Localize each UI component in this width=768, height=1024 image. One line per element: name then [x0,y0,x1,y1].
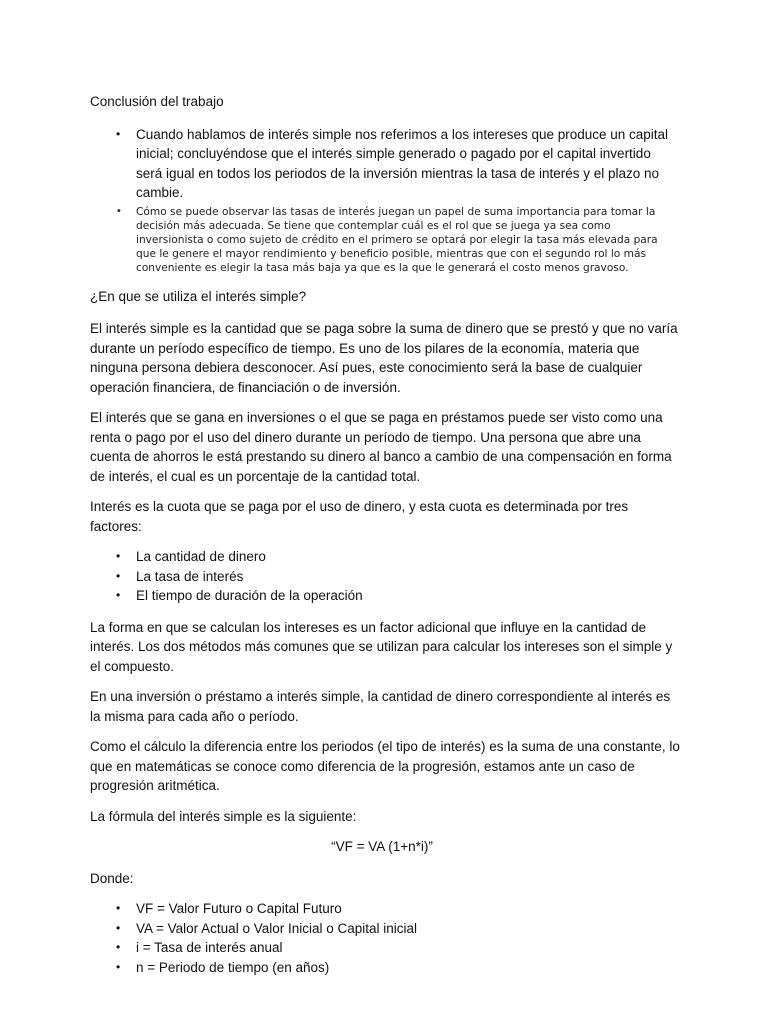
paragraph: Interés es la cuota que se paga por el uso de dinero, y esta cuota es determinada por tres factores: [90,499,629,534]
conclusion-item-text: Cuando hablamos de interés simple nos referimos a los intereses que produce un capital inicial; concluyéndose que el interés simple generado o pagado por el capital invertido será igual en todos los periodos de la inversión mientras la tasa de interés y el plazo no cambie. [136,126,669,200]
factors-list [90,547,680,606]
paragraph: El interés que se gana en inversiones o el que se paga en préstamos puede ser visto como una renta o pago por el uso del dinero durante un período de tiempo. Una persona que abre una cuenta de ahorros le está prestando su dinero al banco a cambio de una compensación en forma de interés, el cual es un porcentaje de la cantidad total. [90,410,672,484]
paragraph: Como el cálculo la diferencia entre los periodos (el tipo de interés) es la suma de una constante, lo que en matemáticas se conoce como diferencia de la progresión, estamos ante un caso de progresión aritmética. [90,739,680,793]
bullet-icon: • [116,940,121,954]
conclusion-item-text: Cómo se puede observar las tasas de interés juegan un papel de suma importancia para tomar la decisión más adecuada. Se tiene que contemplar cuál es el rol que se juega ya sea como inversionista o como sujeto de crédito en el primero se optará por elegir la tasa más elevada para que le genere el mayor rendimiento y beneficio posible, mientras que con el segundo rol lo más conveniente es elegir la tasa más baja ya que es la que le generará el costo menos gravoso. [136,205,658,274]
paragraph: La fórmula del interés simple es la siguiente: [90,808,357,824]
bullet-icon: • [116,959,121,974]
list-item [90,547,680,567]
definitions-list [90,899,680,977]
bullet-icon: • [116,901,121,915]
paragraph: El interés simple es la cantidad que se paga sobre la suma de dinero que se prestó y que no varía durante un período específico de tiempo. Es uno de los pilares de la economía, materia que ninguna persona debiera desconocer. Así pues, este conocimiento será la base de cualquier operación financiera, de financiación o de inversión. [90,321,678,395]
list-item-text: VA = Valor Actual o Valor Inicial o Capital inicial [136,920,418,936]
list-item [90,567,680,587]
bullet-icon: • [116,568,121,583]
list-item [90,899,680,919]
formula: “VF = VA (1+n*i)” [331,839,433,854]
paragraph: La forma en que se calculan los intereses es un factor adicional que influye en la cantidad de interés. Los dos métodos más comunes que se utilizan para calcular los intereses son el simple y el compuesto. [90,619,673,674]
list-item-text: i = Tasa de interés anual [136,940,283,955]
section-title: Conclusión del trabajo [90,94,224,109]
list-item [90,586,680,606]
list-item-text: n = Periodo de tiempo (en años) [136,959,330,975]
list-item-text: La cantidad de dinero [136,549,266,564]
conclusion-item [90,125,680,203]
list-item [90,938,680,958]
list-item-text: VF = Valor Futuro o Capital Futuro [136,901,342,916]
conclusion-item [90,205,680,275]
bullet-icon: • [116,126,121,141]
bullet-icon: • [116,588,121,602]
document-body [90,92,680,989]
list-item [90,919,680,939]
list-item-text: La tasa de interés [136,568,244,584]
bullet-icon: • [116,549,121,563]
where-label: Donde: [90,870,134,886]
conclusion-list [90,125,680,275]
question-heading: ¿En que se utiliza el interés simple? [90,288,307,304]
list-item [90,958,680,978]
bullet-icon: • [116,920,121,935]
paragraph: En una inversión o préstamo a interés simple, la cantidad de dinero correspondiente al interés es la misma para cada año o período. [90,689,671,724]
list-item-text: El tiempo de duración de la operación [136,588,363,603]
bullet-icon: • [116,205,122,217]
